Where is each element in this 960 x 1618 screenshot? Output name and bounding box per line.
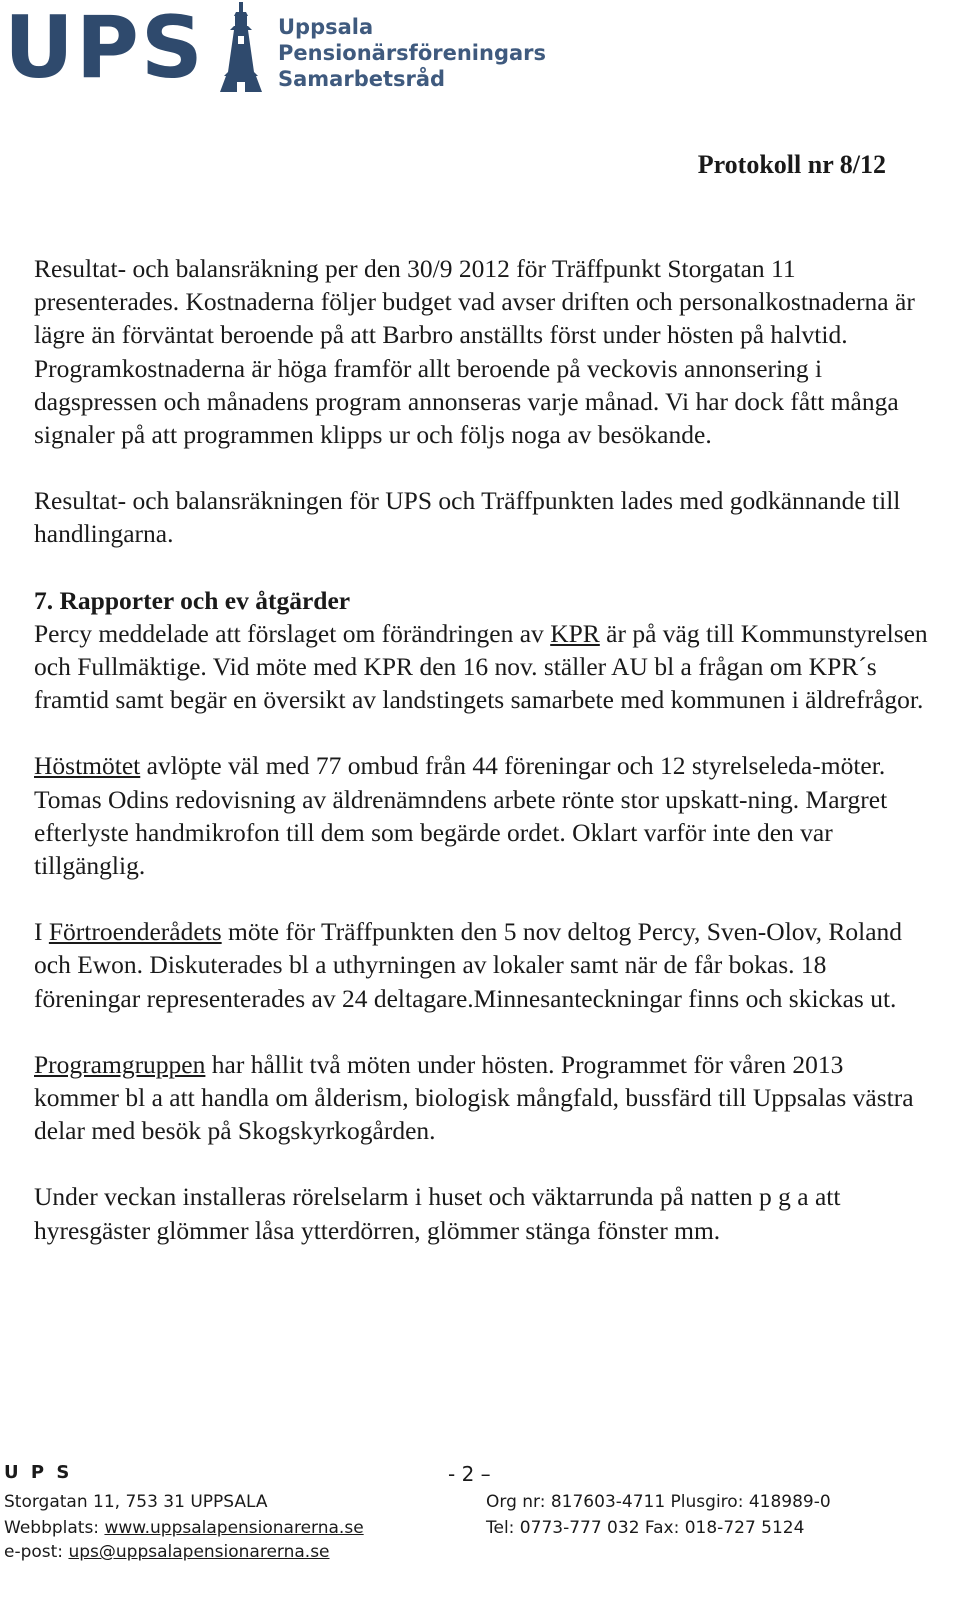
paragraph-fortroenderadet	[34, 915, 934, 1015]
logo-text: UPS	[4, 0, 205, 98]
section-heading: 7. Rapporter och ev åtgärder	[34, 585, 351, 615]
footer-address: Storgatan 11, 753 31 UPPSALA	[4, 1492, 268, 1512]
kpr-text-post: är på väg till Kommunstyrelsen och Fullmäktige. Vid möte med KPR den 16 nov. ställer AU bl a frågan om KPR´s framtid samt begär en översikt av landstingets samarbete med kommunen i äldrefrågor.	[34, 618, 928, 715]
footer-org: U P S	[4, 1462, 73, 1483]
fortroende-pre: I	[34, 917, 49, 947]
paragraph-finances: Resultat- och balansräkning per den 30/9 2012 för Träffpunkt Storgatan 11 presenterades. Kostnaderna följer budget vad avser driften och personalkostnaderna är lägre än förväntat beroende på att Barbro anställts först under hösten på halvtid. Programkostnaderna är höga framför allt beroende på veckovis annonsering i dagspressen och månadens program annonseras varje månad. Vi har dock fått många signaler på att programmen klipps ur och följs noga av besökande.	[34, 254, 915, 450]
org-line-3: Samarbetsråd	[278, 67, 446, 91]
footer-orgnr: Org nr: 817603-4711 Plusgiro: 418989-0	[486, 1492, 831, 1512]
programgruppen-label: Programgruppen	[34, 1049, 206, 1079]
lighthouse-icon	[216, 2, 266, 92]
website-link[interactable]: www.uppsalapensionarerna.se	[104, 1518, 364, 1538]
ups-logo	[2, 0, 547, 98]
section-7	[34, 584, 934, 717]
kpr-text-pre: Percy meddelade att förslaget om förändringen av	[34, 618, 551, 648]
paragraph-programgruppen	[34, 1048, 934, 1148]
footer-phone: Tel: 0773-777 032 Fax: 018-727 5124	[486, 1518, 805, 1538]
programgruppen-text: har hållit två möten under hösten. Programmet för våren 2013 kommer bl a att handla om ålderism, biologisk mångfald, bussfärd till Uppsalas västra delar med besök på Skogskyrkogården.	[34, 1049, 914, 1146]
protocol-title: Protokoll nr 8/12	[697, 150, 886, 179]
org-line-1: Uppsala	[278, 15, 374, 39]
footer-email	[4, 1542, 330, 1562]
hostmotet-text: avlöpte väl med 77 ombud från 44 föreningar och 12 styrelseleda-möter. Tomas Odins redovisning av äldrenämndens arbete rönte stor upskatt-ning. Margret efterlyste handmikrofon till dem som begärde ordet. Oklart varför inte den var tillgänglig.	[34, 751, 888, 881]
page-number: - 2 –	[448, 1462, 491, 1486]
document-body	[34, 252, 934, 1280]
hostmotet-label: Höstmötet	[34, 751, 141, 781]
fortroende-label: Förtroenderådets	[48, 917, 222, 947]
paragraph-hostmotet	[34, 749, 934, 882]
web-label: Webbplats:	[4, 1518, 105, 1538]
kpr-link: KPR	[550, 618, 600, 648]
paragraph-security: Under veckan installeras rörelselarm i huset och väktarrunda på natten p g a att hyresgäster glömmer låsa ytterdörren, glömmer stänga fönster mm.	[34, 1182, 841, 1245]
fortroende-text: möte för Träffpunkten den 5 nov deltog Percy, Sven-Olov, Roland och Ewon. Diskuterades bl a uthyrningen av lokaler samt när de får bokas. 18 föreningar representerades av 24 deltagare.Minnesanteckningar finns och skickas ut.	[34, 917, 903, 1013]
email-label: e-post:	[4, 1542, 69, 1562]
paragraph-approval: Resultat- och balansräkningen för UPS och Träffpunkten lades med godkännande till handlingarna.	[34, 486, 901, 549]
org-line-2: Pensionärsföreningars	[278, 41, 547, 65]
footer-web	[4, 1518, 364, 1538]
org-name	[278, 14, 546, 92]
email-link[interactable]: ups@uppsalapensionarerna.se	[68, 1542, 330, 1562]
